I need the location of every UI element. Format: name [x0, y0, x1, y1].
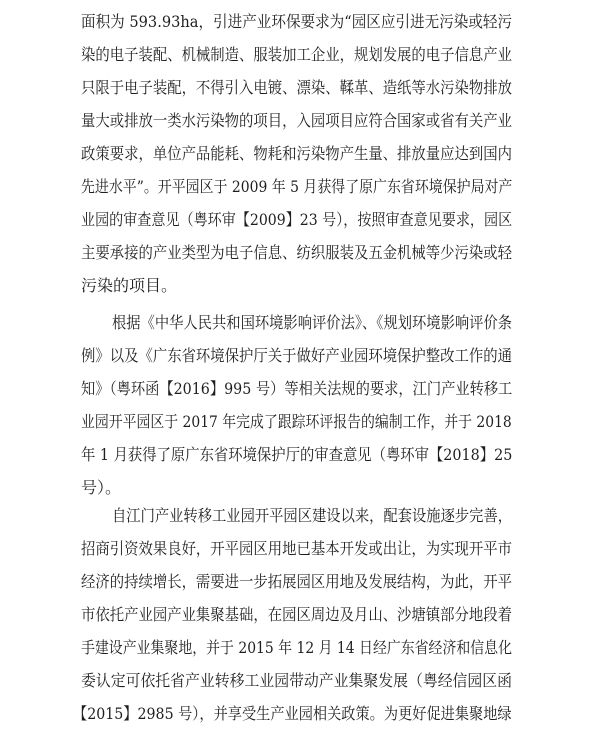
- text-line: 政策要求，单位产品能耗、物耗和污染物产生量、排放量应达到国内: [81, 144, 513, 163]
- text-line: 业园的审查意见（粤环审【2009】23 号），按照审查意见要求，园区: [81, 210, 513, 229]
- text-line: 经济的持续增长，需要进一步拓展园区用地及发展结构，为此，开平: [81, 572, 513, 591]
- text-line: 污染的项目。: [81, 276, 178, 295]
- text-line: 根据《中华人民共和国环境影响评价法》、《规划环境影响评价条: [112, 313, 513, 332]
- text-line: 手建设产业集聚地，并于 2015 年 12 月 14 日经广东省经济和信息化: [81, 638, 512, 657]
- text-line: 委认定可依托省产业转移工业园带动产业集聚发展（粤经信园区函: [81, 671, 513, 690]
- text-line: 招商引资效果良好，开平园区用地已基本开发或出让，为实现开平市: [81, 539, 513, 558]
- text-line: 知》（粤环函【2016】995 号）等相关法规的要求，江门产业转移工: [81, 379, 513, 398]
- text-line: 例》以及《广东省环境保护厅关于做好产业园环境保护整改工作的通: [81, 346, 513, 365]
- text-line: 量大或排放一类水污染物的项目，入园项目应符合国家或省有关产业: [81, 111, 513, 130]
- text-line: 先进水平”。开平园区于 2009 年 5 月获得了原广东省环境保护局对产: [81, 177, 513, 196]
- text-line: 只限于电子装配，不得引入电镀、漂染、鞣革、造纸等水污染物排放: [81, 78, 513, 97]
- text-line: 号）。: [81, 478, 122, 497]
- text-line: 市依托产业园产业集聚基础，在园区周边及月山、沙塘镇部分地段着: [81, 605, 513, 624]
- text-line: 自江门产业转移工业园开平园区建设以来，配套设施逐步完善，: [112, 506, 513, 525]
- text-line: 主要承接的产业类型为电子信息、纺织服装及五金机械等少污染或轻: [81, 243, 513, 262]
- text-line: 染的电子装配、机械制造、服装加工企业，规划发展的电子信息产业: [81, 45, 513, 64]
- text-line: 年 1 月获得了原广东省环境保护厅的审查意见（粤环审【2018】25: [81, 445, 513, 464]
- text-line: 【2015】2985 号），并享受生产业园相关政策。为更好促进集聚地绿: [73, 704, 512, 723]
- text-line: 面积为 593.93ha，引进产业环保要求为“园区应引进无污染或轻污: [81, 12, 513, 31]
- text-line: 业园开平园区于 2017 年完成了跟踪环评报告的编制工作，并于 2018: [81, 412, 512, 431]
